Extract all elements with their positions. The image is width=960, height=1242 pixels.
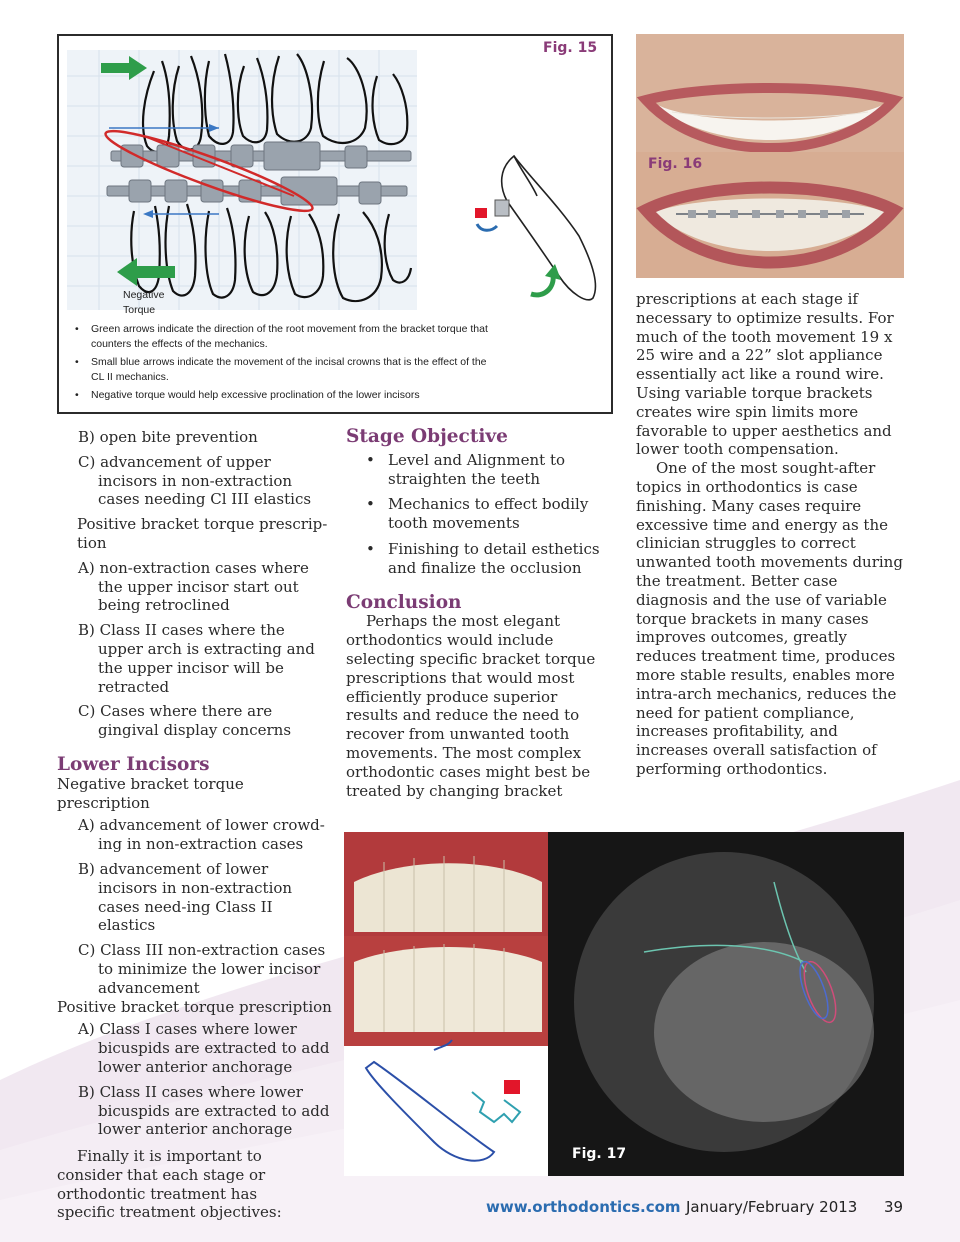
- list-item: B) Class II cases where the upper arch is extracting and the upper incisor will be retracted: [78, 621, 315, 696]
- figure-16-photo: [636, 34, 904, 278]
- positive-torque-subheading: Positive bracket torque prescription: [57, 997, 332, 1016]
- list-item: A) non-extraction cases where the upper incisor start out being retroclined: [78, 558, 309, 615]
- left-column: [57, 428, 332, 1222]
- list-item: • Mechanics to effect bodily tooth movements: [346, 495, 608, 533]
- page-number: 39: [884, 1198, 904, 1216]
- figure-17-photo: [344, 832, 904, 1176]
- middle-column: [346, 428, 608, 800]
- conclusion-paragraph: Perhaps the most elegant orthodontics would include selecting specific bracket torque prescriptions that would most efficiently produce superior results and reduce the need to recover from unwanted tooth movements. The most complex orthodontic cases might best be treated by changing bracket: [346, 612, 596, 800]
- right-column: [636, 290, 906, 779]
- figure-17-label: Fig. 17: [572, 1146, 627, 1162]
- final-paragraph: Finally it is important to consider that each stage or orthodontic treatment has specific treatment objectives:: [57, 1147, 282, 1222]
- figure-15-label: Fig. 15: [543, 40, 598, 56]
- figure-15-bullet: • Small blue arrows indicate the movement of the incisal crowns that is the effect of the CL II mechanics.: [73, 355, 493, 385]
- lower-incisors-heading: Lower Incisors: [57, 753, 210, 775]
- list-item: B) advancement of lower incisors in non-extraction cases need-ing Class II elastics: [78, 859, 293, 935]
- footer-url[interactable]: www.orthodontics.com: [486, 1198, 681, 1216]
- list-item: C) Class III non-extraction cases to minimize the lower incisor advancement: [78, 941, 326, 997]
- figure-15-bullet: • Negative torque would help excessive proclination of the lower incisors: [73, 388, 493, 403]
- footer-issue: January/February 2013: [686, 1198, 858, 1216]
- list-item: B) open bite prevention: [78, 428, 258, 446]
- conclusion-heading: Conclusion: [346, 591, 462, 613]
- list-item: B) Class II cases where lower bicuspids are extracted to add lower anterior anchorage: [78, 1082, 330, 1139]
- negative-torque-subheading: Negative bracket torque prescription: [57, 774, 244, 812]
- cephalometric-and-intraoral-image: [344, 832, 904, 1176]
- figure-15: [57, 34, 613, 414]
- body-paragraph: prescriptions at each stage if necessary to optimize results. For much of the tooth movement 19 x 25 wire and a 22” slot appliance essentially act like a round wire. Using variable torque brackets creates wire spin limits more favorable to upper aesthetics and lower tooth compensation.: [636, 290, 894, 459]
- list-item: A) Class I cases where lower bicuspids are extracted to add lower anterior anchorage: [78, 1020, 330, 1076]
- stage-objective-heading: Stage Objective: [346, 426, 508, 447]
- list-item: • Level and Alignment to straighten the teeth: [346, 451, 608, 489]
- list-subheading: Positive bracket torque prescrip-tion: [77, 515, 328, 552]
- figure-15-bullets: [73, 322, 493, 406]
- body-paragraph: One of the most sought-after topics in orthodontics is case finishing. Many cases require excessive time and energy as the clinician struggles to correct unwanted tooth movements during the treatment. Better case diagnosis and the use of variable torque brackets in many cases improves outcomes, greatly reduces treatment time, produces more stable results, enables more intra-arch mechanics, reduces the need for patient compliance, increases profitability, and increases overall satisfaction of performing orthodontics.: [636, 459, 903, 778]
- figure-16-label: Fig. 16: [648, 156, 703, 172]
- list-item: A) advancement of lower crowd-ing in non-extraction cases: [78, 816, 325, 854]
- list-item: C) advancement of upper incisors in non-extraction cases needing Cl III elastics: [78, 452, 312, 509]
- list-item: • Finishing to detail esthetics and finalize the occlusion: [346, 540, 608, 578]
- negative-torque-label: Negative Torque: [123, 289, 165, 316]
- figure-15-bullet: • Green arrows indicate the direction of the root movement from the bracket torque that counters the effects of the mechanics.: [73, 322, 493, 352]
- list-item: C) Cases where there are gingival display concerns: [78, 702, 292, 740]
